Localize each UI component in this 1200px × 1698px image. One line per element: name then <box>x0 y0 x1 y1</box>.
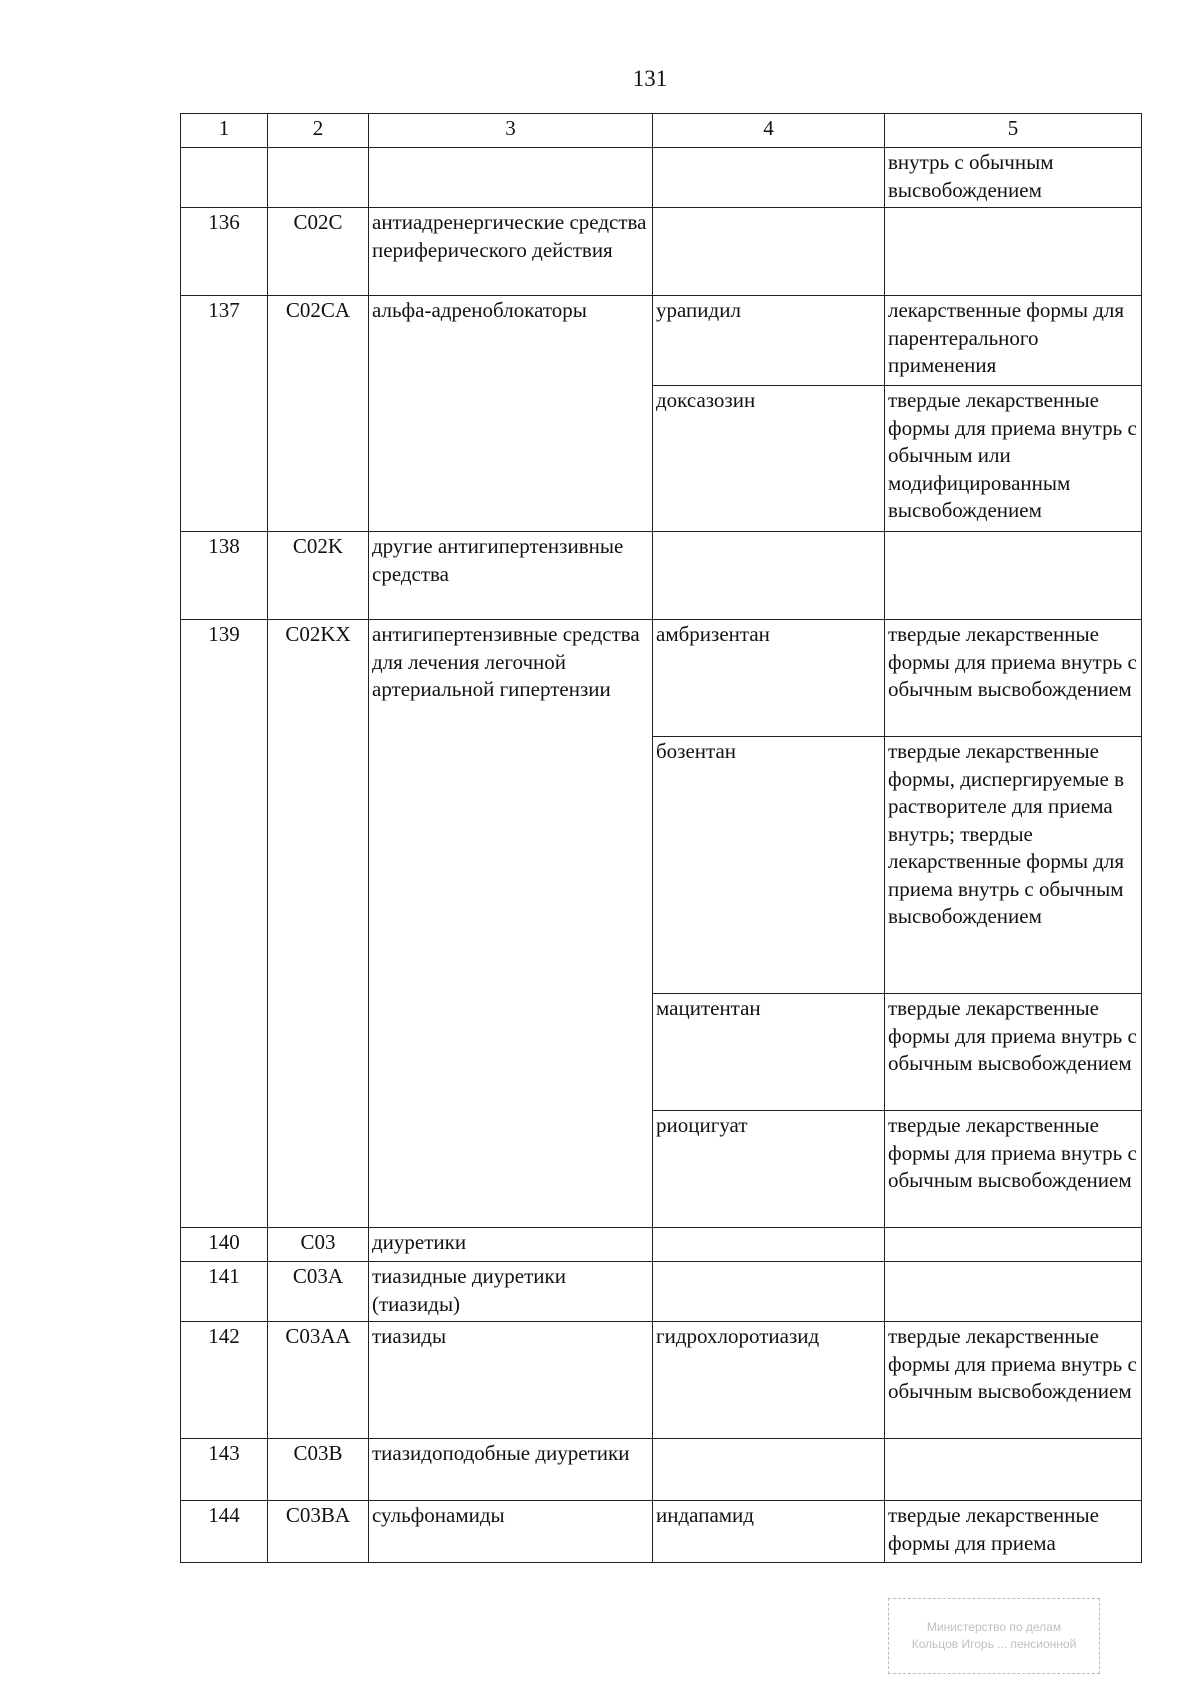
drug-name: индапамид <box>653 1501 885 1563</box>
faded-stamp <box>888 1598 1100 1674</box>
anatomical-therapeutic-group: тиазидоподобные диуретики <box>369 1439 653 1501</box>
header-cell: 1 <box>181 114 268 148</box>
dosage-form: лекарственные формы для парентерального применения <box>885 296 1142 386</box>
header-cell: 4 <box>653 114 885 148</box>
table-row <box>181 1228 1142 1262</box>
header-cell: 5 <box>885 114 1142 148</box>
anatomical-therapeutic-group: антиадренергические средства периферического действия <box>369 208 653 296</box>
dosage-form: внутрь с обычным высвобождением <box>885 148 1142 208</box>
table-row <box>181 296 1142 386</box>
row-number: 136 <box>181 208 268 296</box>
dosage-form: твердые лекарственные формы для приема <box>885 1501 1142 1563</box>
dosage-form: твердые лекарственные формы для приема внутрь с обычным или модифицированным высвобождением <box>885 386 1142 532</box>
drug-name <box>653 208 885 296</box>
dosage-form: твердые лекарственные формы для приема внутрь с обычным высвобождением <box>885 620 1142 737</box>
drug-name <box>653 1262 885 1322</box>
row-number: 138 <box>181 532 268 620</box>
atc-code: C03B <box>268 1439 369 1501</box>
stamp-line: Кольцов Игорь ... пенсионной <box>911 1637 1077 1651</box>
anatomical-therapeutic-group: тиазидные диуретики (тиазиды) <box>369 1262 653 1322</box>
dosage-form: твердые лекарственные формы для приема внутрь с обычным высвобождением <box>885 994 1142 1111</box>
dosage-form <box>885 1228 1142 1262</box>
dosage-form <box>885 1439 1142 1501</box>
anatomical-therapeutic-group: альфа-адреноблокаторы <box>369 296 653 532</box>
row-number <box>181 148 268 208</box>
row-number: 144 <box>181 1501 268 1563</box>
row-number: 142 <box>181 1322 268 1439</box>
atc-code: C03A <box>268 1262 369 1322</box>
dosage-form <box>885 532 1142 620</box>
atc-code: C02KX <box>268 620 369 1228</box>
drug-name <box>653 1228 885 1262</box>
table-row <box>181 208 1142 296</box>
anatomical-therapeutic-group: антигипертензивные средства для лечения легочной артериальной гипертензии <box>369 620 653 1228</box>
drug-name: урапидил <box>653 296 885 386</box>
row-number: 143 <box>181 1439 268 1501</box>
dosage-form <box>885 1262 1142 1322</box>
atc-code <box>268 148 369 208</box>
drug-name <box>653 148 885 208</box>
drug-name: бозентан <box>653 737 885 994</box>
anatomical-therapeutic-group: сульфонамиды <box>369 1501 653 1563</box>
drug-name: гидрохлоротиазид <box>653 1322 885 1439</box>
atc-code: C03BA <box>268 1501 369 1563</box>
table-row <box>181 1262 1142 1322</box>
dosage-form: твердые лекарственные формы для приема внутрь с обычным высвобождением <box>885 1111 1142 1228</box>
dosage-form: твердые лекарственные формы, диспергируемые в растворителе для приема внутрь; твердые лекарственные формы для приема внутрь с обычным высвобождением <box>885 737 1142 994</box>
table-row <box>181 1439 1142 1501</box>
header-cell: 2 <box>268 114 369 148</box>
drug-name <box>653 532 885 620</box>
table-row <box>181 1322 1142 1439</box>
row-number: 139 <box>181 620 268 1228</box>
row-number: 140 <box>181 1228 268 1262</box>
anatomical-therapeutic-group: диуретики <box>369 1228 653 1262</box>
table-row <box>181 532 1142 620</box>
drug-name: риоцигуат <box>653 1111 885 1228</box>
anatomical-therapeutic-group <box>369 148 653 208</box>
table-row <box>181 148 1142 208</box>
atc-code: C02CA <box>268 296 369 532</box>
anatomical-therapeutic-group: другие антигипертензивные средства <box>369 532 653 620</box>
atc-code: C02K <box>268 532 369 620</box>
header-cell: 3 <box>369 114 653 148</box>
drug-name: доксазозин <box>653 386 885 532</box>
row-number: 137 <box>181 296 268 532</box>
atc-code: C03 <box>268 1228 369 1262</box>
page-number: 131 <box>632 66 668 91</box>
table-row <box>181 1501 1142 1563</box>
atc-code: C03AA <box>268 1322 369 1439</box>
table-row <box>181 620 1142 737</box>
row-number: 141 <box>181 1262 268 1322</box>
drug-name <box>653 1439 885 1501</box>
drug-classification-table <box>180 113 1142 1563</box>
drug-name: мацитентан <box>653 994 885 1111</box>
dosage-form <box>885 208 1142 296</box>
atc-code: C02C <box>268 208 369 296</box>
anatomical-therapeutic-group: тиазиды <box>369 1322 653 1439</box>
dosage-form: твердые лекарственные формы для приема внутрь с обычным высвобождением <box>885 1322 1142 1439</box>
stamp-line: Министерство по делам <box>926 1620 1062 1634</box>
drug-name: амбризентан <box>653 620 885 737</box>
table-header-row <box>181 114 1142 148</box>
